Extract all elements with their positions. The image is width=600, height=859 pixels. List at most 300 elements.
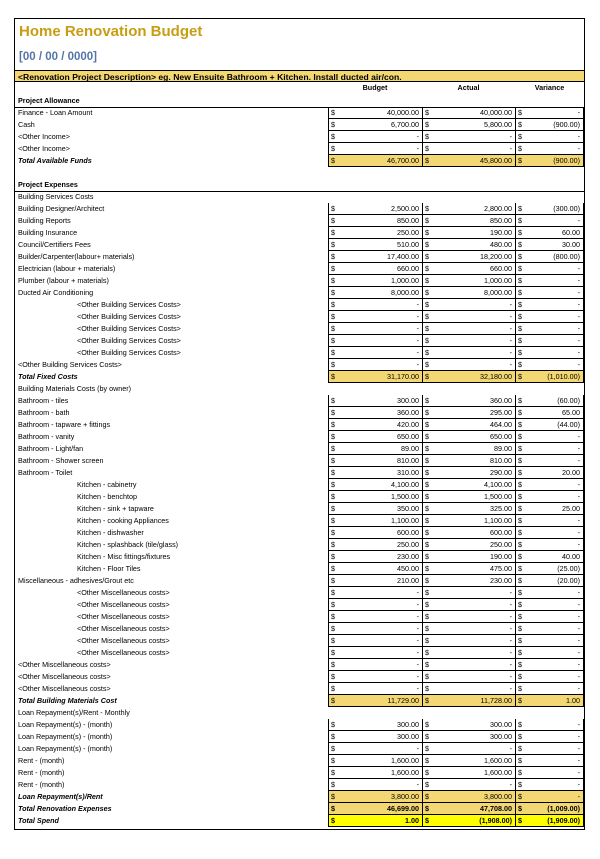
- variance-value: 60.00: [562, 228, 580, 237]
- budget-cell[interactable]: [328, 143, 422, 155]
- currency-symbol: $: [518, 276, 522, 285]
- actual-cell[interactable]: [422, 743, 515, 755]
- variance-cell[interactable]: [515, 779, 584, 791]
- variance-cell[interactable]: [515, 203, 584, 215]
- budget-value: 600.00: [397, 528, 419, 537]
- currency-symbol: $: [331, 744, 335, 753]
- actual-value: -: [509, 312, 512, 321]
- budget-cell[interactable]: [328, 683, 422, 695]
- row-label: <Other Building Services Costs>: [77, 348, 181, 357]
- row-label: <Other Miscellaneous costs>: [77, 648, 170, 657]
- currency-symbol: $: [425, 612, 429, 621]
- variance-cell[interactable]: [515, 647, 584, 659]
- budget-cell[interactable]: [328, 239, 422, 251]
- budget-cell[interactable]: [328, 395, 422, 407]
- budget-cell[interactable]: [328, 263, 422, 275]
- actual-value: 475.00: [490, 564, 512, 573]
- budget-cell[interactable]: [328, 551, 422, 563]
- currency-symbol: $: [331, 276, 335, 285]
- variance-cell[interactable]: [515, 287, 584, 299]
- currency-symbol: $: [518, 480, 522, 489]
- variance-cell[interactable]: [515, 503, 584, 515]
- actual-cell[interactable]: [422, 299, 515, 311]
- budget-value: -: [416, 636, 419, 645]
- currency-symbol: $: [425, 360, 429, 369]
- actual-cell[interactable]: [422, 443, 515, 455]
- actual-cell[interactable]: [422, 563, 515, 575]
- currency-symbol: $: [331, 300, 335, 309]
- currency-symbol: $: [518, 756, 522, 765]
- variance-value: -: [577, 720, 580, 729]
- budget-cell[interactable]: [328, 743, 422, 755]
- budget-value: -: [416, 672, 419, 681]
- variance-cell[interactable]: [515, 119, 584, 131]
- budget-value: 1,000.00: [391, 276, 419, 285]
- budget-cell[interactable]: [328, 467, 422, 479]
- currency-symbol: $: [425, 396, 429, 405]
- actual-cell[interactable]: [422, 647, 515, 659]
- variance-cell[interactable]: [515, 107, 584, 119]
- actual-cell[interactable]: [422, 587, 515, 599]
- budget-sheet: [14, 18, 585, 830]
- variance-value: (25.00): [557, 564, 580, 573]
- variance-cell[interactable]: [515, 491, 584, 503]
- variance-cell[interactable]: [515, 815, 584, 827]
- spend-row: [15, 815, 584, 827]
- budget-cell[interactable]: [328, 599, 422, 611]
- actual-cell[interactable]: [422, 719, 515, 731]
- variance-cell[interactable]: [515, 143, 584, 155]
- budget-cell[interactable]: [328, 443, 422, 455]
- variance-value: -: [577, 540, 580, 549]
- budget-value: 650.00: [397, 432, 419, 441]
- row-label: Bathroom - Toilet: [18, 468, 73, 477]
- currency-symbol: $: [518, 336, 522, 345]
- actual-cell[interactable]: [422, 515, 515, 527]
- currency-symbol: $: [425, 804, 429, 813]
- variance-cell[interactable]: [515, 695, 584, 707]
- variance-cell[interactable]: [515, 131, 584, 143]
- actual-cell[interactable]: [422, 311, 515, 323]
- budget-cell[interactable]: [328, 359, 422, 371]
- variance-cell[interactable]: [515, 311, 584, 323]
- actual-cell[interactable]: [422, 275, 515, 287]
- budget-cell[interactable]: [328, 791, 422, 803]
- currency-symbol: $: [331, 228, 335, 237]
- actual-cell[interactable]: [422, 263, 515, 275]
- row-label: Miscellaneous - adhesives/Grout etc: [18, 576, 134, 585]
- variance-cell[interactable]: [515, 587, 584, 599]
- actual-cell[interactable]: [422, 479, 515, 491]
- budget-cell[interactable]: [328, 767, 422, 779]
- actual-cell[interactable]: [422, 143, 515, 155]
- currency-symbol: $: [425, 324, 429, 333]
- actual-cell[interactable]: [422, 455, 515, 467]
- variance-cell[interactable]: [515, 659, 584, 671]
- row-label: Bathroom - Shower screen: [18, 456, 104, 465]
- actual-cell[interactable]: [422, 395, 515, 407]
- actual-value: 464.00: [490, 420, 512, 429]
- budget-cell[interactable]: [328, 323, 422, 335]
- budget-cell[interactable]: [328, 671, 422, 683]
- currency-symbol: $: [331, 552, 335, 561]
- variance-value: -: [577, 648, 580, 657]
- actual-cell[interactable]: [422, 503, 515, 515]
- budget-cell[interactable]: [328, 719, 422, 731]
- currency-symbol: $: [331, 612, 335, 621]
- table-row: [15, 719, 584, 731]
- budget-cell[interactable]: [328, 815, 422, 827]
- variance-value: -: [577, 432, 580, 441]
- variance-cell[interactable]: [515, 635, 584, 647]
- variance-cell[interactable]: [515, 479, 584, 491]
- table-row: [15, 395, 584, 407]
- currency-symbol: $: [425, 132, 429, 141]
- row-label: <Other Building Services Costs>: [77, 312, 181, 321]
- budget-value: 660.00: [397, 264, 419, 273]
- budget-cell[interactable]: [328, 215, 422, 227]
- actual-cell[interactable]: [422, 419, 515, 431]
- budget-value: 2,500.00: [391, 204, 419, 213]
- actual-cell[interactable]: [422, 119, 515, 131]
- budget-cell[interactable]: [328, 527, 422, 539]
- actual-value: 2,800.00: [484, 204, 512, 213]
- variance-cell[interactable]: [515, 575, 584, 587]
- actual-cell[interactable]: [422, 683, 515, 695]
- actual-cell[interactable]: [422, 407, 515, 419]
- actual-cell[interactable]: [422, 815, 515, 827]
- currency-symbol: $: [518, 540, 522, 549]
- actual-cell[interactable]: [422, 335, 515, 347]
- budget-cell[interactable]: [328, 287, 422, 299]
- actual-value: 295.00: [490, 408, 512, 417]
- variance-cell[interactable]: [515, 251, 584, 263]
- currency-symbol: $: [331, 456, 335, 465]
- variance-cell[interactable]: [515, 335, 584, 347]
- currency-symbol: $: [331, 576, 335, 585]
- variance-cell[interactable]: [515, 239, 584, 251]
- variance-value: -: [577, 276, 580, 285]
- budget-cell[interactable]: [328, 251, 422, 263]
- sub-row: [15, 191, 584, 203]
- actual-cell[interactable]: [422, 551, 515, 563]
- table-row: [15, 551, 584, 563]
- variance-cell[interactable]: [515, 671, 584, 683]
- currency-symbol: $: [331, 636, 335, 645]
- actual-cell[interactable]: [422, 347, 515, 359]
- variance-cell[interactable]: [515, 527, 584, 539]
- actual-cell[interactable]: [422, 575, 515, 587]
- currency-symbol: $: [518, 240, 522, 249]
- actual-cell[interactable]: [422, 755, 515, 767]
- actual-value: -: [509, 684, 512, 693]
- variance-cell[interactable]: [515, 443, 584, 455]
- actual-cell[interactable]: [422, 803, 515, 815]
- actual-cell[interactable]: [422, 155, 515, 167]
- currency-symbol: $: [425, 528, 429, 537]
- budget-value: -: [416, 684, 419, 693]
- table-row: [15, 491, 584, 503]
- actual-value: 810.00: [490, 456, 512, 465]
- currency-symbol: $: [331, 120, 335, 129]
- actual-cell[interactable]: [422, 611, 515, 623]
- variance-value: 30.00: [562, 240, 580, 249]
- variance-cell[interactable]: [515, 563, 584, 575]
- variance-cell[interactable]: [515, 431, 584, 443]
- budget-value: 46,699.00: [387, 804, 419, 813]
- variance-cell[interactable]: [515, 155, 584, 167]
- actual-cell[interactable]: [422, 779, 515, 791]
- actual-cell[interactable]: [422, 695, 515, 707]
- actual-cell[interactable]: [422, 287, 515, 299]
- date-field[interactable]: [00 / 00 / 0000]: [19, 51, 97, 63]
- variance-cell[interactable]: [515, 719, 584, 731]
- actual-cell[interactable]: [422, 791, 515, 803]
- currency-symbol: $: [425, 240, 429, 249]
- budget-cell[interactable]: [328, 371, 422, 383]
- variance-value: (20.00): [557, 576, 580, 585]
- variance-value: -: [577, 312, 580, 321]
- actual-cell[interactable]: [422, 239, 515, 251]
- actual-cell[interactable]: [422, 467, 515, 479]
- row-label: Ducted Air Conditioning: [18, 288, 94, 297]
- currency-symbol: $: [425, 540, 429, 549]
- budget-cell[interactable]: [328, 227, 422, 239]
- variance-cell[interactable]: [515, 215, 584, 227]
- budget-cell[interactable]: [328, 515, 422, 527]
- row-label: [18, 167, 323, 179]
- currency-symbol: $: [425, 792, 429, 801]
- budget-cell[interactable]: [328, 119, 422, 131]
- table-row: [15, 479, 584, 491]
- budget-cell[interactable]: [328, 107, 422, 119]
- variance-cell[interactable]: [515, 539, 584, 551]
- budget-cell[interactable]: [328, 407, 422, 419]
- currency-symbol: $: [425, 504, 429, 513]
- actual-cell[interactable]: [422, 671, 515, 683]
- currency-symbol: $: [518, 600, 522, 609]
- currency-symbol: $: [331, 240, 335, 249]
- variance-value: -: [577, 456, 580, 465]
- actual-cell[interactable]: [422, 539, 515, 551]
- currency-symbol: $: [331, 312, 335, 321]
- actual-cell[interactable]: [422, 635, 515, 647]
- actual-value: -: [509, 624, 512, 633]
- budget-cell[interactable]: [328, 731, 422, 743]
- actual-value: -: [509, 612, 512, 621]
- currency-symbol: $: [425, 564, 429, 573]
- currency-symbol: $: [425, 408, 429, 417]
- actual-cell[interactable]: [422, 323, 515, 335]
- actual-cell[interactable]: [422, 203, 515, 215]
- variance-cell[interactable]: [515, 395, 584, 407]
- actual-value: -: [509, 132, 512, 141]
- row-label: Bathroom - Light/fan: [18, 444, 84, 453]
- budget-cell[interactable]: [328, 311, 422, 323]
- variance-cell[interactable]: [515, 743, 584, 755]
- budget-cell[interactable]: [328, 479, 422, 491]
- actual-cell[interactable]: [422, 599, 515, 611]
- actual-cell[interactable]: [422, 623, 515, 635]
- actual-cell[interactable]: [422, 215, 515, 227]
- actual-value: 32,180.00: [480, 372, 512, 381]
- actual-value: 40,000.00: [480, 108, 512, 117]
- variance-cell[interactable]: [515, 359, 584, 371]
- actual-cell[interactable]: [422, 107, 515, 119]
- variance-value: -: [577, 624, 580, 633]
- variance-cell[interactable]: [515, 767, 584, 779]
- budget-cell[interactable]: [328, 575, 422, 587]
- variance-cell[interactable]: [515, 263, 584, 275]
- variance-value: -: [577, 672, 580, 681]
- actual-value: -: [509, 348, 512, 357]
- variance-cell[interactable]: [515, 731, 584, 743]
- actual-cell[interactable]: [422, 359, 515, 371]
- budget-cell[interactable]: [328, 347, 422, 359]
- variance-cell[interactable]: [515, 467, 584, 479]
- actual-cell[interactable]: [422, 431, 515, 443]
- currency-symbol: $: [425, 552, 429, 561]
- budget-cell[interactable]: [328, 155, 422, 167]
- actual-cell[interactable]: [422, 731, 515, 743]
- budget-cell[interactable]: [328, 419, 422, 431]
- budget-cell[interactable]: [328, 587, 422, 599]
- variance-cell[interactable]: [515, 791, 584, 803]
- budget-value: 350.00: [397, 504, 419, 513]
- currency-symbol: $: [331, 396, 335, 405]
- budget-cell[interactable]: [328, 623, 422, 635]
- variance-value: -: [577, 360, 580, 369]
- variance-cell[interactable]: [515, 611, 584, 623]
- currency-symbol: $: [331, 672, 335, 681]
- currency-symbol: $: [518, 660, 522, 669]
- variance-cell[interactable]: [515, 803, 584, 815]
- row-label: <Other Building Services Costs>: [77, 324, 181, 333]
- budget-cell[interactable]: [328, 779, 422, 791]
- currency-symbol: $: [331, 648, 335, 657]
- row-label: Total Renovation Expenses: [18, 804, 112, 813]
- budget-value: -: [416, 360, 419, 369]
- row-label: Electrician (labour + materials): [18, 264, 116, 273]
- budget-cell[interactable]: [328, 455, 422, 467]
- budget-cell[interactable]: [328, 539, 422, 551]
- actual-cell[interactable]: [422, 227, 515, 239]
- currency-symbol: $: [331, 288, 335, 297]
- currency-symbol: $: [518, 108, 522, 117]
- currency-symbol: $: [425, 588, 429, 597]
- actual-cell[interactable]: [422, 131, 515, 143]
- budget-cell[interactable]: [328, 755, 422, 767]
- row-label: <Other Miscellaneous costs>: [77, 624, 170, 633]
- currency-symbol: $: [425, 636, 429, 645]
- variance-value: (1,909.00): [547, 816, 580, 825]
- budget-cell[interactable]: [328, 659, 422, 671]
- variance-cell[interactable]: [515, 407, 584, 419]
- variance-cell[interactable]: [515, 755, 584, 767]
- row-label: Total Fixed Costs: [18, 372, 78, 381]
- currency-symbol: $: [425, 732, 429, 741]
- row-label: Kitchen - benchtop: [77, 492, 137, 501]
- currency-symbol: $: [425, 720, 429, 729]
- variance-cell[interactable]: [515, 455, 584, 467]
- variance-cell[interactable]: [515, 683, 584, 695]
- currency-symbol: $: [331, 684, 335, 693]
- variance-cell[interactable]: [515, 323, 584, 335]
- budget-cell[interactable]: [328, 563, 422, 575]
- variance-cell[interactable]: [515, 299, 584, 311]
- variance-value: -: [577, 444, 580, 453]
- actual-cell[interactable]: [422, 767, 515, 779]
- budget-cell[interactable]: [328, 131, 422, 143]
- table-row: [15, 599, 584, 611]
- budget-cell[interactable]: [328, 203, 422, 215]
- variance-cell[interactable]: [515, 551, 584, 563]
- budget-cell[interactable]: [328, 431, 422, 443]
- budget-value: -: [416, 324, 419, 333]
- budget-cell[interactable]: [328, 635, 422, 647]
- currency-symbol: $: [331, 432, 335, 441]
- currency-symbol: $: [425, 348, 429, 357]
- currency-symbol: $: [331, 252, 335, 261]
- currency-symbol: $: [518, 288, 522, 297]
- budget-cell[interactable]: [328, 275, 422, 287]
- budget-cell[interactable]: [328, 299, 422, 311]
- variance-cell[interactable]: [515, 599, 584, 611]
- currency-symbol: $: [425, 108, 429, 117]
- variance-cell[interactable]: [515, 371, 584, 383]
- project-description[interactable]: <Renovation Project Description> eg. New Ensuite Bathroom + Kitchen. Install ducted air/con.: [15, 70, 584, 82]
- variance-cell[interactable]: [515, 419, 584, 431]
- budget-cell[interactable]: [328, 491, 422, 503]
- budget-cell[interactable]: [328, 611, 422, 623]
- actual-cell[interactable]: [422, 491, 515, 503]
- budget-cell[interactable]: [328, 803, 422, 815]
- row-label: Total Spend: [18, 816, 59, 825]
- row-label: Kitchen - cabinetry: [77, 480, 137, 489]
- budget-cell[interactable]: [328, 335, 422, 347]
- currency-symbol: $: [518, 456, 522, 465]
- actual-cell[interactable]: [422, 527, 515, 539]
- budget-cell[interactable]: [328, 503, 422, 515]
- actual-value: 325.00: [490, 504, 512, 513]
- budget-cell[interactable]: [328, 695, 422, 707]
- actual-cell[interactable]: [422, 251, 515, 263]
- variance-cell[interactable]: [515, 347, 584, 359]
- total-row: [15, 803, 584, 815]
- actual-value: 3,800.00: [484, 792, 512, 801]
- budget-value: -: [416, 144, 419, 153]
- variance-cell[interactable]: [515, 275, 584, 287]
- budget-cell[interactable]: [328, 647, 422, 659]
- currency-symbol: $: [425, 780, 429, 789]
- actual-value: 290.00: [490, 468, 512, 477]
- table-row: [15, 407, 584, 419]
- variance-cell[interactable]: [515, 623, 584, 635]
- variance-value: -: [577, 732, 580, 741]
- currency-symbol: $: [425, 420, 429, 429]
- actual-cell[interactable]: [422, 371, 515, 383]
- variance-cell[interactable]: [515, 515, 584, 527]
- variance-cell[interactable]: [515, 227, 584, 239]
- actual-value: 190.00: [490, 228, 512, 237]
- budget-value: 310.00: [397, 468, 419, 477]
- variance-value: -: [577, 768, 580, 777]
- column-header-actual: Actual: [457, 83, 480, 92]
- row-label: Bathroom - tapware + fittings: [18, 420, 111, 429]
- actual-cell[interactable]: [422, 659, 515, 671]
- currency-symbol: $: [331, 144, 335, 153]
- currency-symbol: $: [518, 636, 522, 645]
